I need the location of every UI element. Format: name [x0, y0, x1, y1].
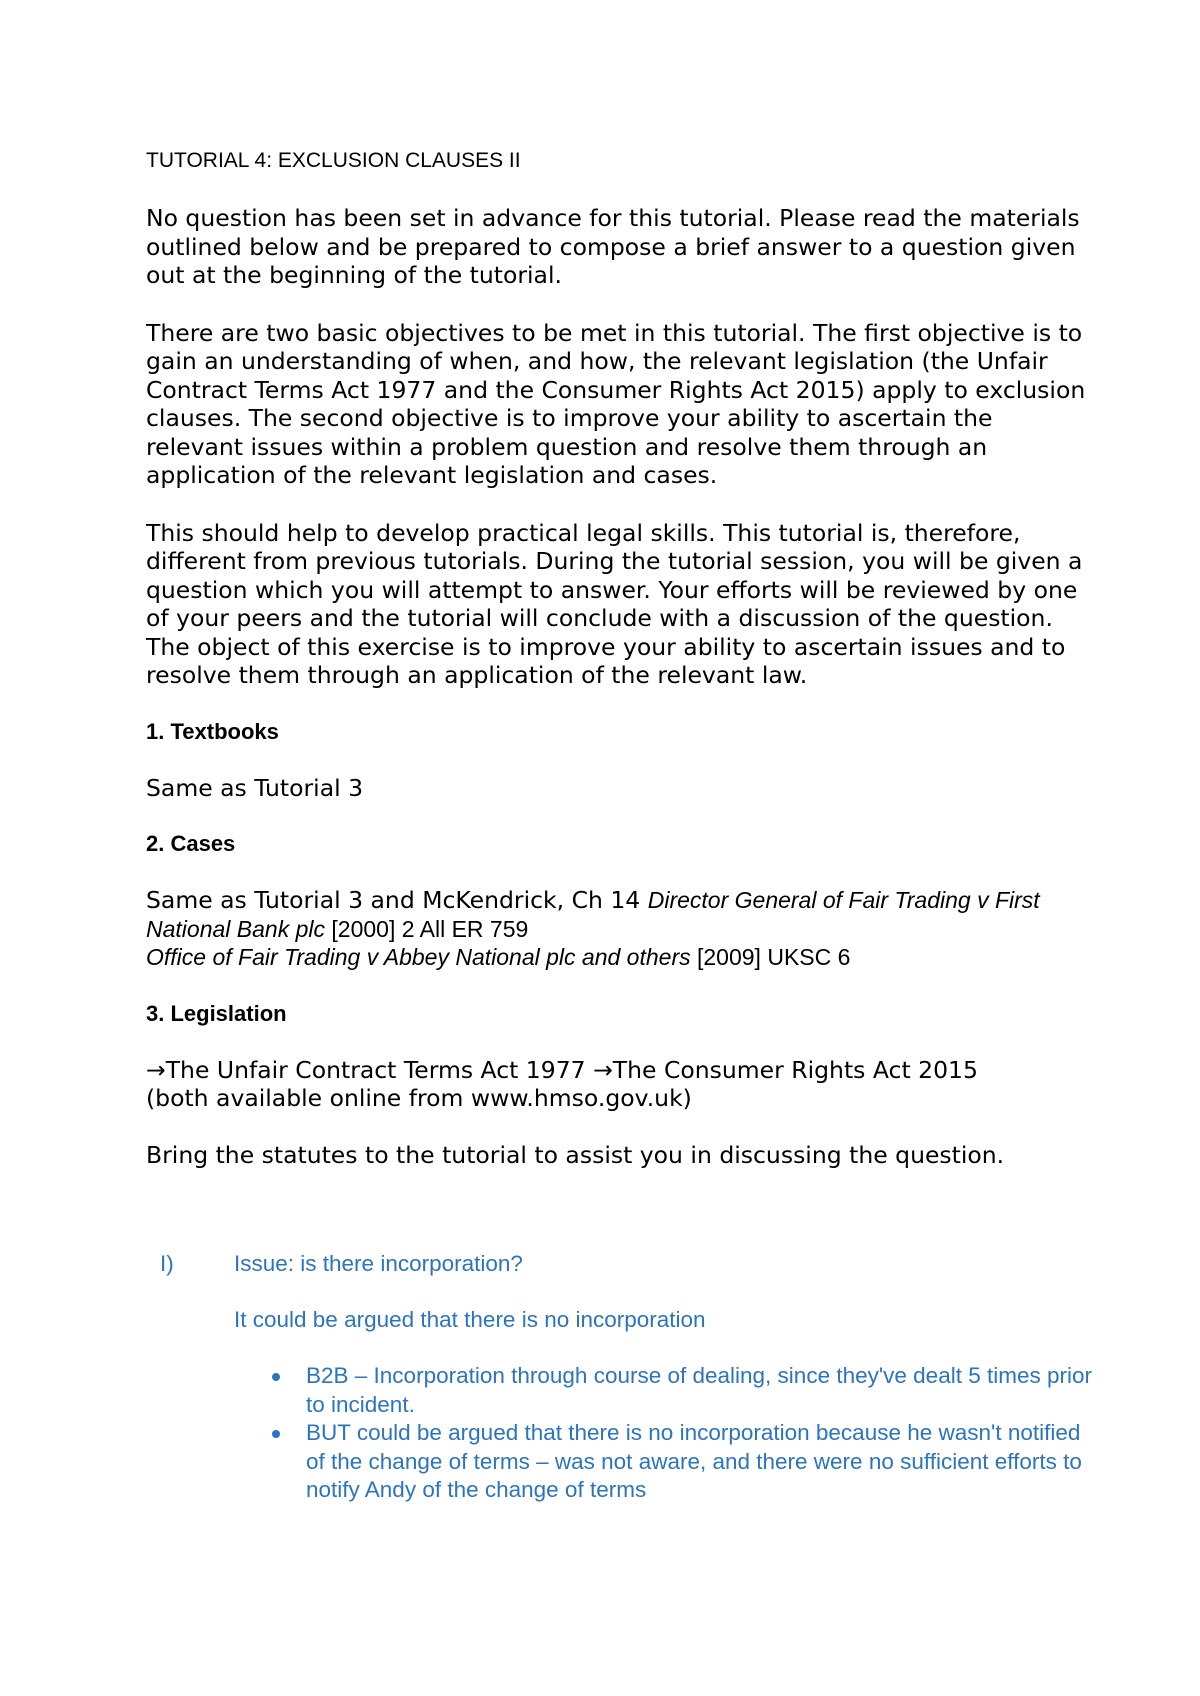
cases-body	[146, 886, 1096, 972]
textbooks-heading: 1. Textbooks	[146, 718, 279, 744]
issue-number: I)	[160, 1251, 174, 1276]
bullet-icon	[272, 1430, 280, 1438]
bullet-icon	[272, 1373, 280, 1381]
case2-citation: [2009] UKSC 6	[690, 944, 851, 970]
cases-lead: Same as Tutorial 3 and McKendrick, Ch 14	[146, 886, 648, 914]
student-notes	[146, 1250, 1096, 1505]
arrow-right-icon: →	[146, 1055, 166, 1084]
issue-row	[146, 1250, 1096, 1278]
issue-text: Issue: is there incorporation?	[234, 1251, 523, 1276]
bullet-text: BUT could be argued that there is no incorporation because he wasn't notified of the change of terms – was not aware, and there were no sufficient efforts to notify Andy of the change of terms	[306, 1420, 1082, 1502]
document-body	[146, 140, 1096, 1169]
skills-paragraph: This should help to develop practical legal skills. This tutorial is, therefore, different from previous tutorials. During the tutorial session, you will be given a question which you will attempt to answer. Your efforts will be reviewed by one of your peers and the tutorial will conclude with a discussion of the question. The object of this exercise is to improve your ability to ascertain issues and to resolve them through an application of the relevant law.	[146, 518, 1083, 689]
bullet-text: B2B – Incorporation through course of dealing, since they've dealt 5 times prior to incident.	[306, 1363, 1092, 1417]
case1-citation: [2000] 2 All ER 759	[325, 915, 529, 942]
textbooks-body: Same as Tutorial 3	[146, 773, 364, 802]
case2-name: Office of Fair Trading v Abbey National plc and others	[146, 944, 691, 970]
legislation-list	[146, 1056, 1096, 1113]
notes-bullet-list	[146, 1362, 1096, 1505]
objectives-paragraph: There are two basic objectives to be met in this tutorial. The first objective is to gain an understanding of when, and how, the relevant legislation (the Unfair Contract Terms Act 1977 and the Consumer Rights Act 2015) apply to exclusion clauses. The second objective is to improve your ability to ascertain the relevant issues within a problem question and resolve them through an application of the relevant legislation and cases.	[146, 318, 1086, 489]
list-item	[160, 1362, 1096, 1419]
case1-name: Director General of Fair Trading v First National Bank plc	[146, 887, 1040, 942]
legislation-instruction: Bring the statutes to the tutorial to assist you in discussing the question.	[146, 1140, 1005, 1169]
cases-heading: 2. Cases	[146, 831, 236, 856]
argued-line: It could be argued that there is no incorporation	[234, 1307, 706, 1332]
act-2: The Consumer Rights Act 2015	[612, 1055, 978, 1084]
list-item	[160, 1419, 1096, 1505]
availability-note: (both available online from www.hmso.gov.uk)	[146, 1084, 692, 1112]
act-1: The Unfair Contract Terms Act 1977	[165, 1055, 594, 1084]
intro-paragraph: No question has been set in advance for this tutorial. Please read the materials outlined below and be prepared to compose a brief answer to a question given out at the beginning of the tutorial.	[146, 204, 1080, 289]
arrow-right-icon: →	[593, 1055, 613, 1084]
document-title: TUTORIAL 4: EXCLUSION CLAUSES II	[146, 149, 521, 172]
legislation-heading: 3. Legislation	[146, 1000, 287, 1026]
